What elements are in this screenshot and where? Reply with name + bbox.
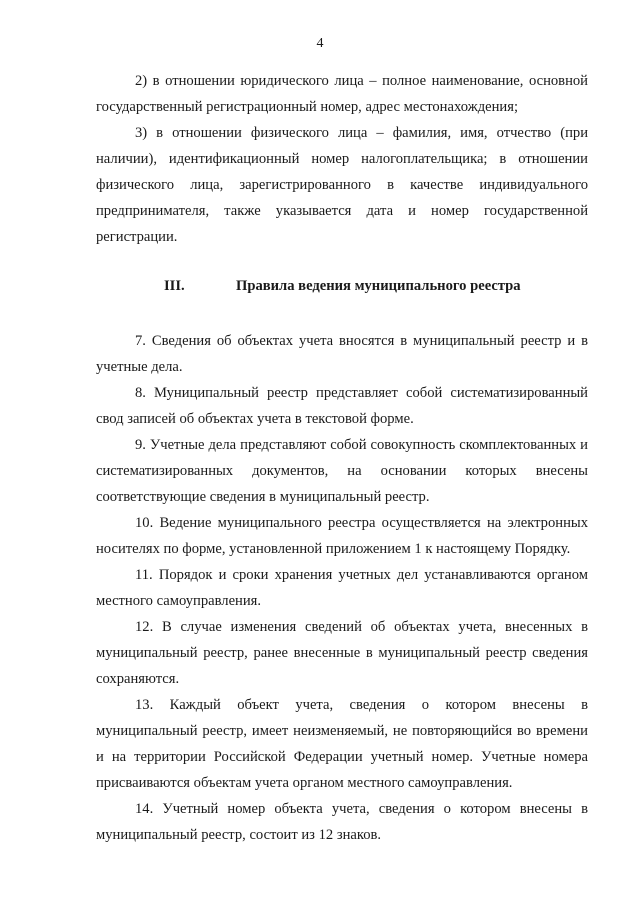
page-number: 4 [316,36,324,51]
section-paragraphs [96,328,588,848]
section-number: III. [164,278,185,294]
paragraph-8: 8. Муниципальный реестр представляет собой систематизированный свод записей об объектах учета в текстовой форме. [96,385,588,427]
paragraph-item-3: 3) в отношении физического лица – фамилия, имя, отчество (при наличии), идентификационный номер налогоплательщика; в отношении физического лица, зарегистрированного в качестве индивидуального предпринимателя, также указывается дата и номер государственной регистрации. [96,125,588,245]
paragraph-11: 11. Порядок и сроки хранения учетных дел устанавливаются органом местного самоуправления. [96,567,588,609]
paragraph-7: 7. Сведения об объектах учета вносятся в муниципальный реестр и в учетные дела. [96,333,588,375]
paragraph-10: 10. Ведение муниципального реестра осуществляется на электронных носителях по форме, установленной приложением 1 к настоящему Порядку. [96,515,588,557]
paragraph-item-2: 2) в отношении юридического лица – полное наименование, основной государственный регистрационный номер, адрес местонахождения; [96,73,588,115]
section-title: Правила ведения муниципального реестра [236,278,521,294]
paragraph-12: 12. В случае изменения сведений об объектах учета, внесенных в муниципальный реестр, ранее внесенные в муниципальный реестр сведения сохраняются. [96,619,588,687]
top-paragraphs [96,68,588,250]
paragraph-9: 9. Учетные дела представляют собой совокупность скомплектованных и систематизированных документов, на основании которых внесены соответствующие сведения в муниципальный реестр. [96,437,588,505]
paragraph-14: 14. Учетный номер объекта учета, сведения о котором внесены в муниципальный реестр, состоит из 12 знаков. [96,801,588,843]
paragraph-13: 13. Каждый объект учета, сведения о котором внесены в муниципальный реестр, имеет неизменяемый, не повторяющийся во времени и на территории Российской Федерации учетный номер. Учетные номера присваиваются объектам учета органом местного самоуправления. [96,697,588,791]
